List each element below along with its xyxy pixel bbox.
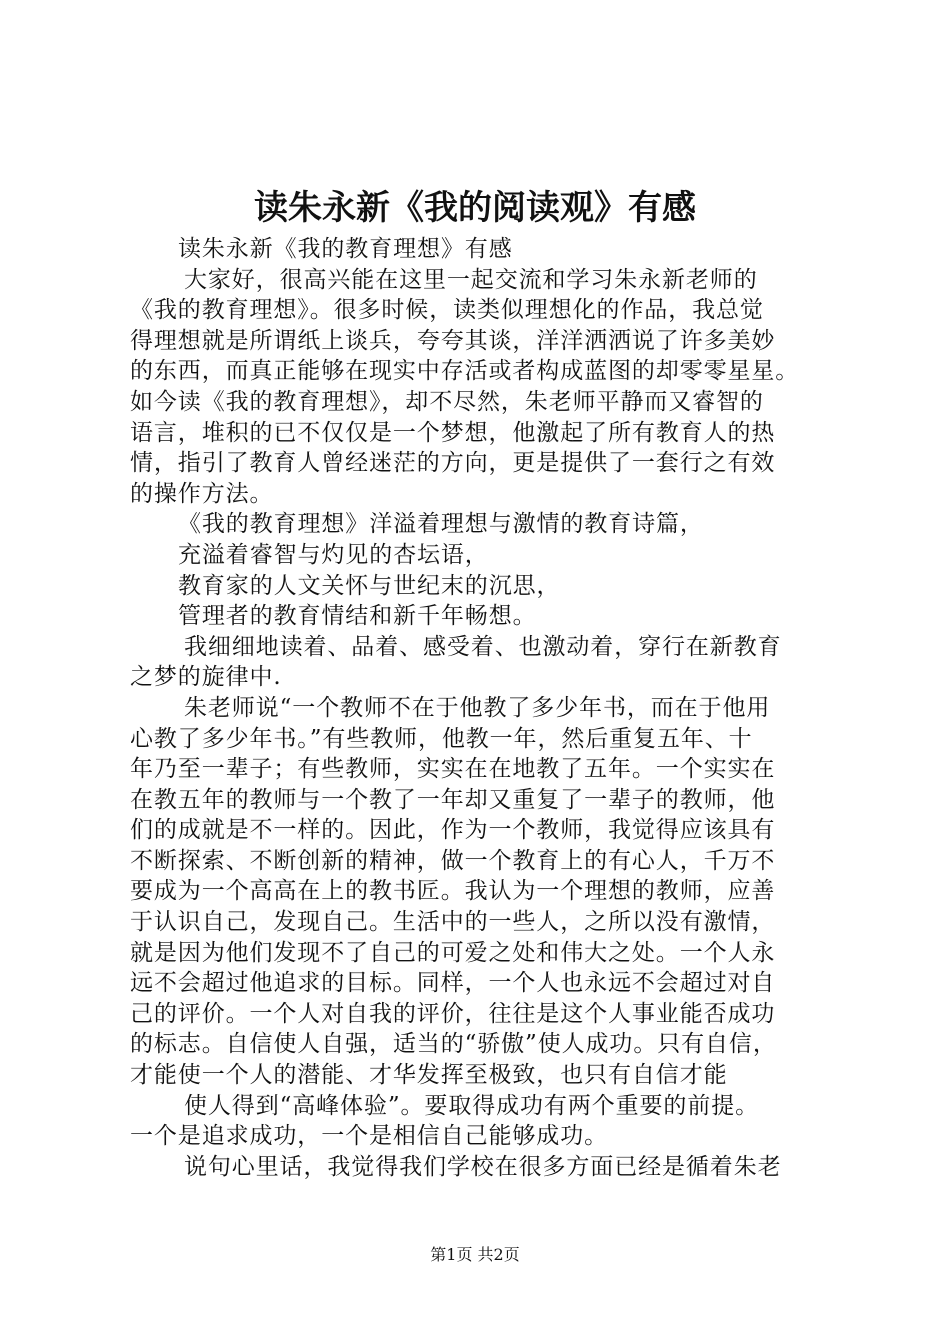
document-body: [130, 234, 830, 1182]
body-line: 我细细地读着、品着、感受着、也激动着，穿行在新教育: [184, 633, 782, 660]
body-line: 的东西，而真正能够在现实中存活或者构成蓝图的却零零星星。: [130, 358, 800, 385]
body-line: 就是因为他们发现不了自己的可爱之处和伟大之处。一个人永: [130, 939, 776, 966]
body-line: 远不会超过他追求的目标。同样，一个人也永远不会超过对自: [130, 970, 776, 997]
body-line: 《我的教育理想》。很多时候，读类似理想化的作品，我总觉: [130, 297, 764, 324]
body-line: 在教五年的教师与一个教了一年却又重复了一辈子的教师，他: [130, 786, 776, 813]
body-line: 才能使一个人的潜能、才华发挥至极致，也只有自信才能: [130, 1062, 728, 1089]
body-line: 大家好，很高兴能在这里一起交流和学习朱永新老师的: [184, 266, 758, 293]
body-line: 情，指引了教育人曾经迷茫的方向，更是提供了一套行之有效: [130, 450, 776, 477]
body-line: 心教了多少年书。”有些教师，他教一年，然后重复五年、十: [130, 725, 753, 752]
body-line: 得理想就是所谓纸上谈兵，夸夸其谈，洋洋洒洒说了许多美妙: [130, 327, 776, 354]
body-line: 己的评价。一个人对自我的评价，往往是这个人事业能否成功: [130, 1000, 776, 1027]
body-line: 们的成就是不一样的。因此，作为一个教师，我觉得应该具有: [130, 817, 776, 844]
body-line: 管理者的教育情结和新千年畅想。: [178, 603, 537, 630]
body-line: 使人得到“高峰体验”。要取得成功有两个重要的前提。: [184, 1092, 760, 1119]
document-title: 读朱永新《我的阅读观》有感: [254, 188, 696, 228]
body-line: 《我的教育理想》洋溢着理想与激情的教育诗篇，: [178, 511, 704, 538]
body-line: 语言，堆积的已不仅仅是一个梦想，他激起了所有教育人的热: [130, 419, 776, 446]
body-line: 要成为一个高高在上的教书匠。我认为一个理想的教师，应善: [130, 878, 776, 905]
page-footer: 第1页 共2页: [430, 1245, 520, 1264]
body-line: 教育家的人文关怀与世纪末的沉思，: [178, 572, 561, 599]
body-line: 朱老师说“一个教师不在于他教了多少年书，而在于他用: [184, 694, 771, 721]
body-line: 于认识自己，发现自己。生活中的一些人，之所以没有激情，: [130, 909, 776, 936]
body-line: 的操作方法。: [130, 480, 274, 507]
body-line: 的标志。自信使人自强，适当的“骄傲”使人成功。只有自信，: [130, 1031, 777, 1058]
body-line: 年乃至一辈子；有些教师，实实在在地教了五年。一个实实在: [130, 756, 776, 783]
body-line: 充溢着睿智与灼见的杏坛语，: [178, 541, 489, 568]
body-line: 一个是追求成功，一个是相信自己能够成功。: [130, 1123, 608, 1150]
body-line: 不断探索、不断创新的精神，做一个教育上的有心人，千万不: [130, 847, 776, 874]
body-line: 如今读《我的教育理想》，却不尽然，朱老师平静而又睿智的: [130, 388, 764, 415]
body-line: 读朱永新《我的教育理想》有感: [178, 236, 513, 262]
body-line: 说句心里话，我觉得我们学校在很多方面已经是循着朱老: [184, 1153, 782, 1180]
body-line: 之梦的旋律中.: [130, 664, 282, 691]
